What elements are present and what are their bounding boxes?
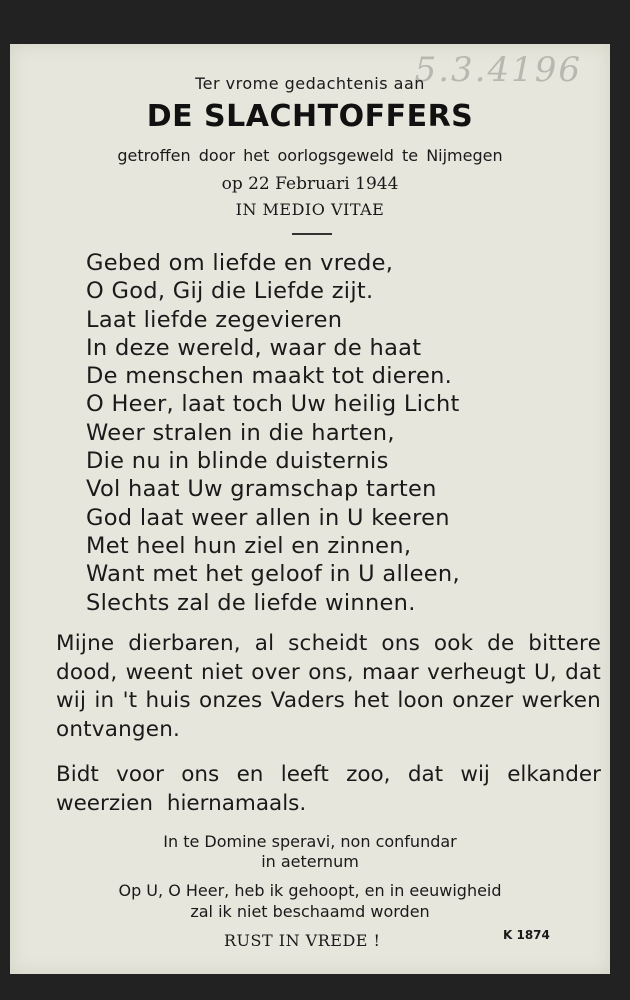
poem-line: In deze wereld, waar de haat (86, 334, 422, 361)
poem-line: Vol haat Uw gramschap tarten (86, 476, 437, 503)
poem-line: Die nu in blinde duisternis (86, 448, 389, 475)
dutch-quote-line: Op U, O Heer, heb ik gehoopt, en in eeuwigheid (118, 881, 502, 900)
dedication-line: Ter vrome gedachtenis aan (195, 74, 425, 93)
divider-rule (292, 233, 332, 235)
latin-quote (10, 832, 610, 872)
date-line: op 22 Februari 1944 (221, 174, 399, 194)
poem-line: Weer stralen in die harten, (86, 419, 395, 446)
poem-line: Laat liefde zegevieren (86, 306, 343, 333)
latin-quote-line: in aeternum (261, 852, 359, 871)
poem-line: Slechts zal de liefde winnen. (86, 589, 416, 616)
subtitle-line: getroffen door het oorlogsgeweld te Nijmegen (117, 146, 503, 165)
latin-quote-line: In te Domine speravi, non confundar (163, 832, 457, 851)
print-code: K 1874 (503, 928, 550, 942)
poem (86, 249, 566, 617)
archive-number-mark: 5.3.4196 (414, 50, 582, 90)
motto-line: IN MEDIO VITAE (235, 200, 385, 219)
poem-line: Met heel hun ziel en zinnen, (86, 532, 412, 559)
poem-line: De menschen maakt tot dieren. (86, 363, 453, 390)
prayer-request-paragraph: Bidt voor ons en leeft zoo, dat wij elkander weerzien hiernamaals. (56, 762, 601, 816)
memorial-card (10, 44, 610, 974)
poem-line: God laat weer allen in U keeren (86, 504, 450, 531)
dutch-quote-line: zal ik niet beschaamd worden (190, 902, 430, 921)
dutch-quote (10, 880, 610, 922)
farewell-paragraph: Mijne dierbaren, al scheidt ons ook de bittere dood, weent niet over ons, maar verheugt U, dat wij in 't huis onzes Vaders het loon onzer werken ontvangen. (56, 631, 601, 742)
poem-line: O Heer, laat toch Uw heilig Licht (86, 391, 460, 418)
poem-line: O God, Gij die Liefde zijt. (86, 278, 374, 305)
poem-line: Want met het geloof in U alleen, (86, 561, 460, 588)
card-title: DE SLACHTOFFERS (146, 99, 474, 134)
poem-line: Gebed om liefde en vrede, (86, 250, 394, 276)
closing-line: RUST IN VREDE ! (224, 931, 381, 950)
